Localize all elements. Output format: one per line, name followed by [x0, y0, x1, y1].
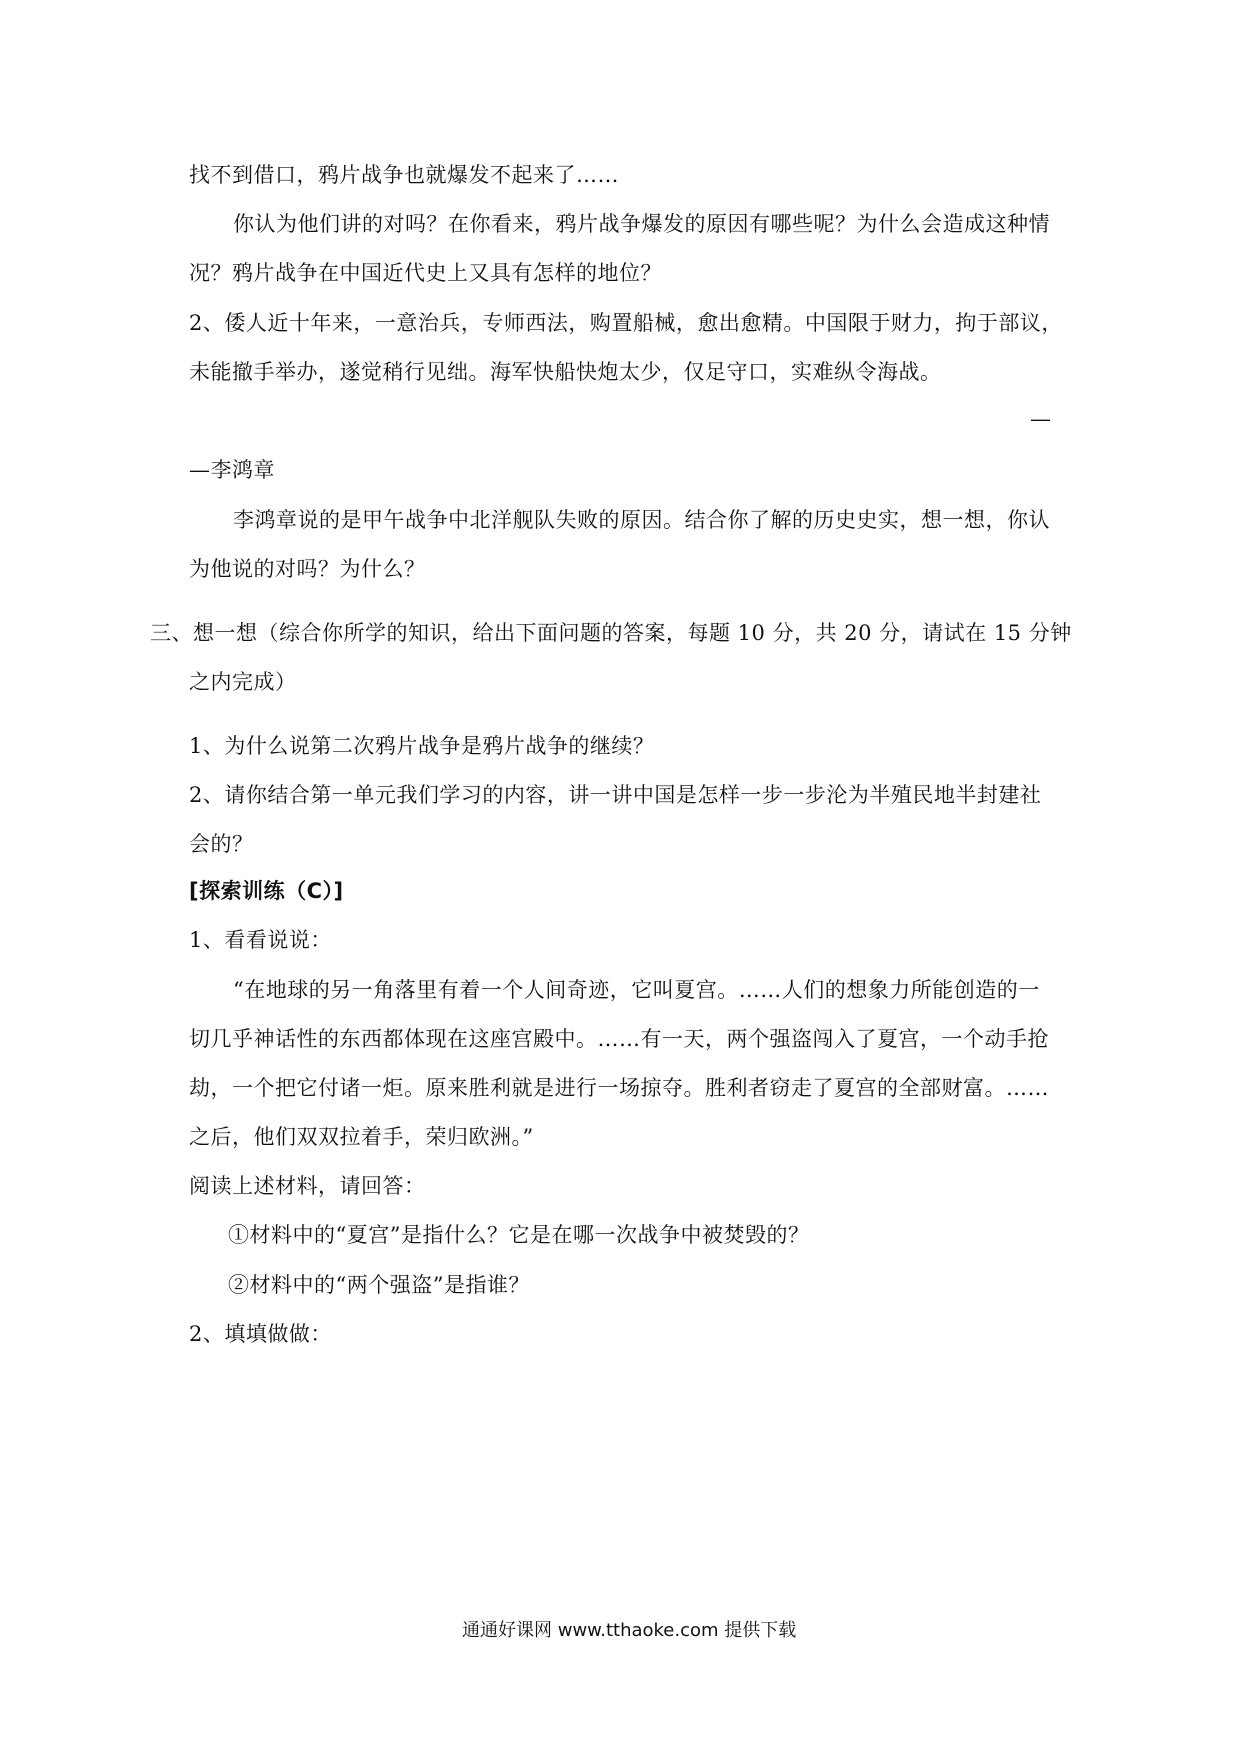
text-line-9: 为他说的对吗？为什么？: [189, 557, 426, 581]
sub-question-1: ①材料中的“夏宫”是指什么？它是在哪一次战争中被焚毁的？: [228, 1223, 810, 1247]
question-1: 1、为什么说第二次鸦片战争是鸦片战争的继续？: [189, 734, 655, 758]
text-line-1: 找不到借口，鸦片战争也就爆发不起来了……: [189, 163, 619, 187]
question-2: 2、请你结合第一单元我们学习的内容，讲一讲中国是怎样一步一步沦为半殖民地半封建社: [189, 783, 1042, 807]
text-line-dash: —: [1030, 407, 1052, 431]
read-instruction: 阅读上述材料，请回答：: [189, 1174, 426, 1198]
section-heading-explore: [探索训练（C）]: [189, 879, 344, 903]
text-line-8: 李鸿章说的是甲午战争中北洋舰队失败的原因。结合你了解的历史史实，想一想，你认: [233, 508, 1050, 532]
text-line-2: 你认为他们讲的对吗？在你看来，鸦片战争爆发的原因有哪些呢？为什么会造成这种情: [233, 212, 1050, 236]
footer-source: 通通好课网 www.tthaoke.com 提供下载: [462, 1620, 797, 1641]
quote-line-1: “在地球的另一角落里有着一个人间奇迹，它叫夏宫。……人们的想象力所能创造的一: [233, 978, 1040, 1002]
text-line-5: 未能撤手举办，遂觉稍行见绌。海军快船快炮太少，仅足守口，实难纵令海战。: [189, 360, 942, 384]
quote-line-3: 劫，一个把它付诸一炬。原来胜利就是进行一场掠夺。胜利者窃走了夏宫的全部财富。……: [189, 1076, 1049, 1100]
text-line-4: 2、倭人近十年来，一意治兵，专师西法，购置船械，愈出愈精。中国限于财力，拘于部议，: [189, 311, 1063, 335]
quote-line-4: 之后，他们双双拉着手，荣归欧洲。”: [189, 1125, 534, 1149]
text-line-11: 之内完成）: [189, 670, 297, 694]
section-three-heading: 三、想一想（综合你所学的知识，给出下面问题的答案，每题 10 分，共 20 分，请试在 15 分钟: [150, 621, 1072, 645]
text-line-3: 况？鸦片战争在中国近代史上又具有怎样的地位？: [189, 261, 662, 285]
task-2-heading: 2、填填做做：: [189, 1322, 332, 1346]
task-1-heading: 1、看看说说：: [189, 928, 332, 952]
sub-question-2: ②材料中的“两个强盗”是指谁？: [228, 1273, 530, 1297]
text-line-14: 会的？: [189, 832, 254, 856]
text-line-attribution: —李鸿章: [189, 458, 275, 482]
quote-line-2: 切几乎神话性的东西都体现在这座宫殿中。……有一天，两个强盗闯入了夏宫，一个动手抢: [189, 1027, 1049, 1051]
